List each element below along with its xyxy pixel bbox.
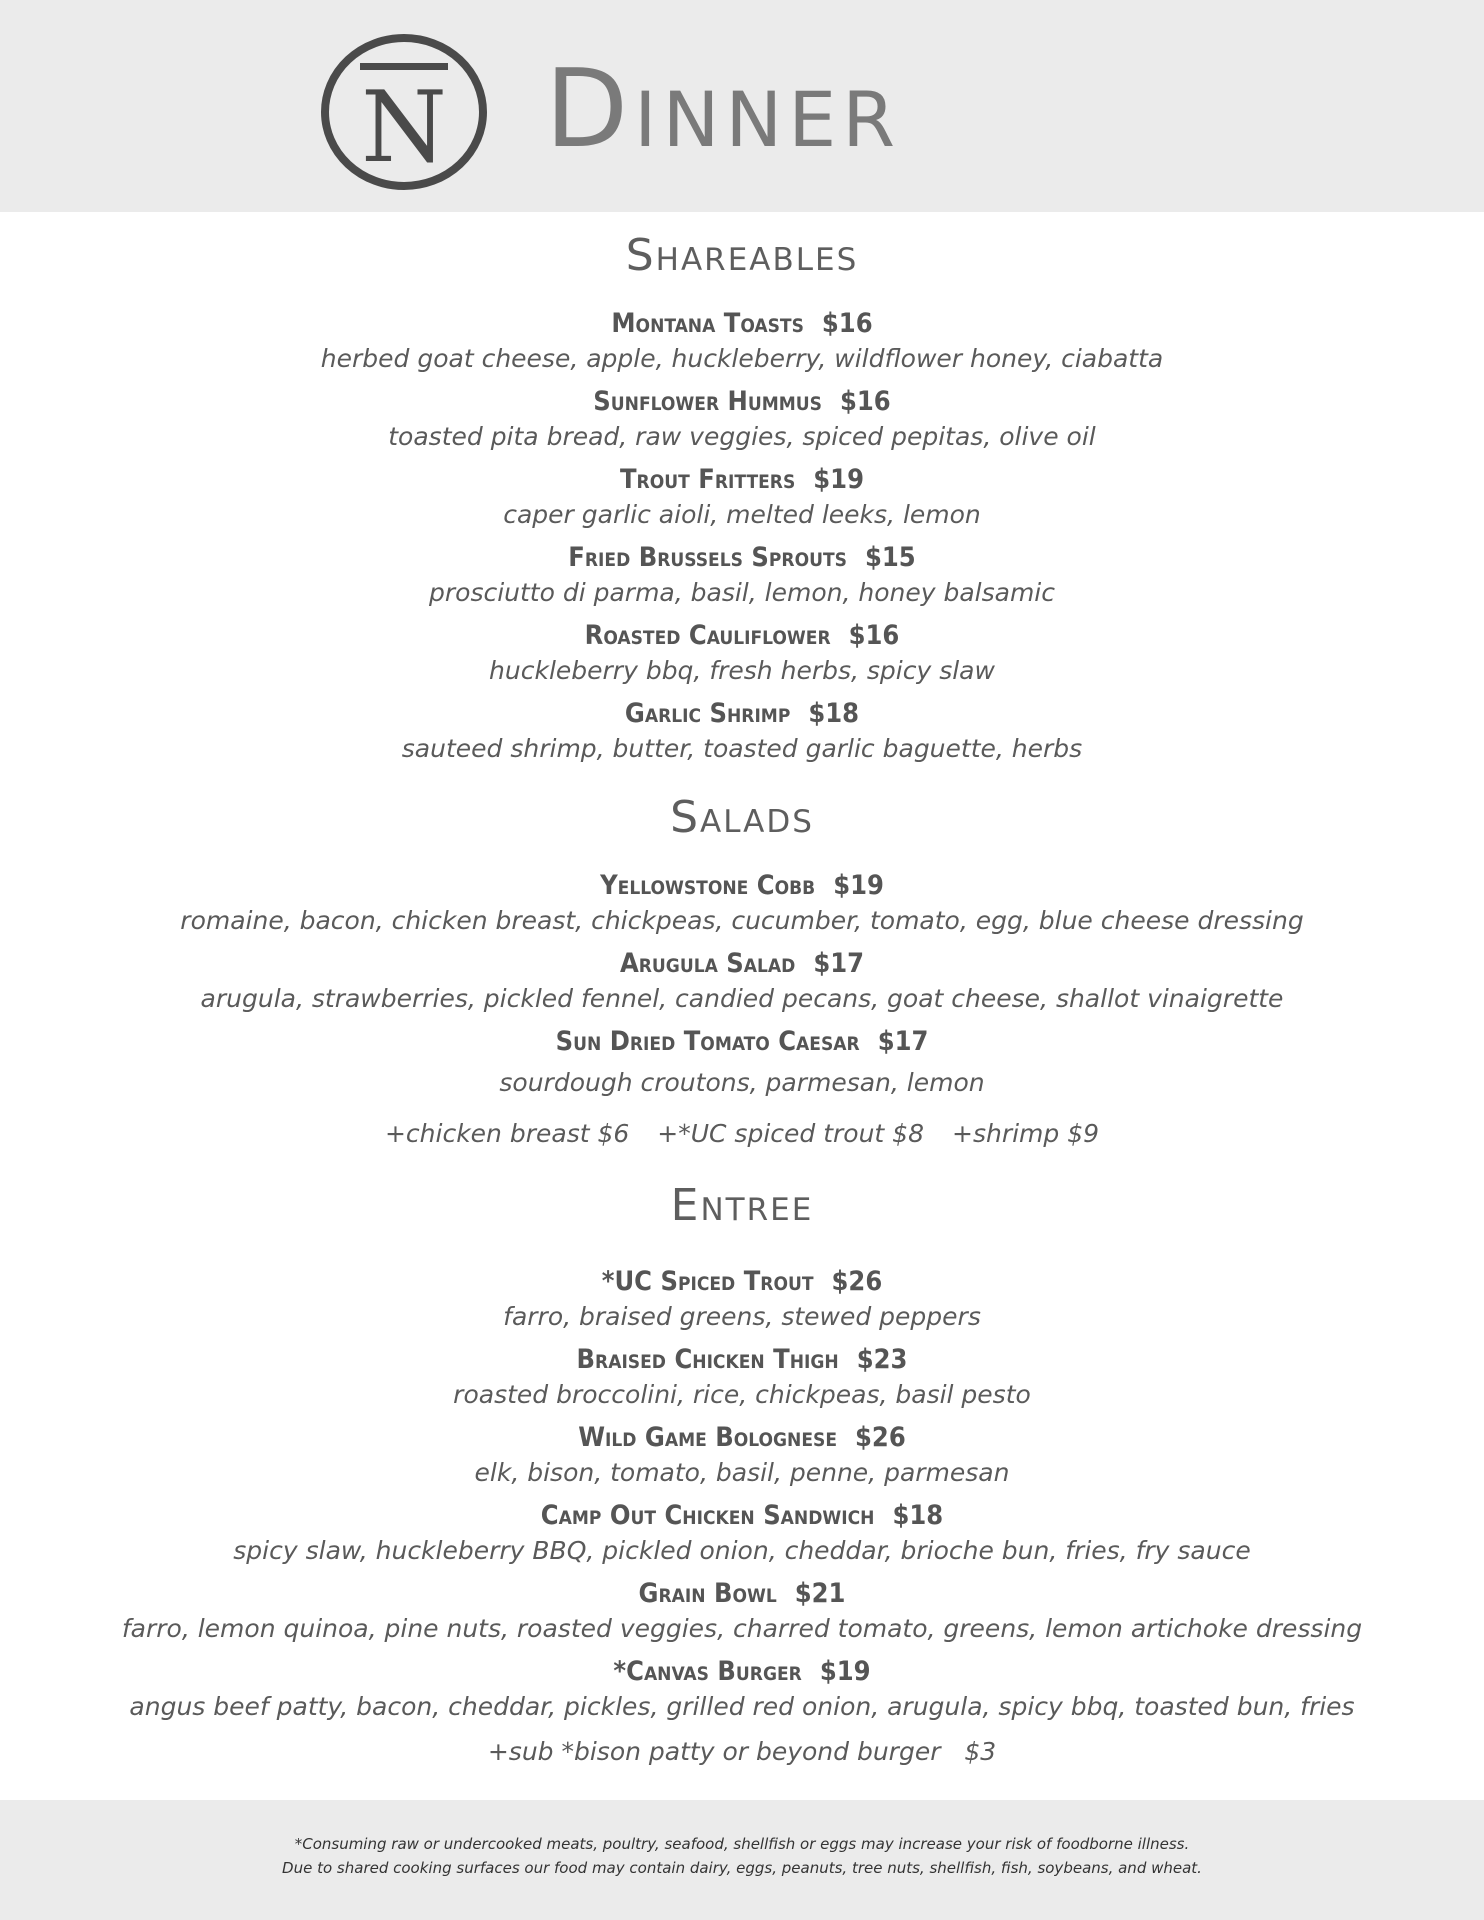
item-price: $23 — [856, 1344, 908, 1375]
item-price: $16 — [839, 386, 891, 417]
menu-item — [0, 1654, 1484, 1724]
item-name: Grain Bowl — [638, 1578, 777, 1609]
item-description: huckleberry bbq, fresh herbs, spicy slaw — [489, 656, 995, 685]
menu-item — [0, 384, 1484, 454]
menu-item — [0, 696, 1484, 766]
item-description: spicy slaw, huckleberry BBQ, pickled onion, cheddar, brioche bun, fries, fry sauce — [233, 1536, 1251, 1565]
header-band — [0, 0, 1484, 212]
menu-item — [0, 540, 1484, 610]
item-price: $19 — [833, 870, 884, 901]
item-description: sauteed shrimp, butter, toasted garlic baguette, herbs — [401, 734, 1083, 763]
menu-item — [0, 1576, 1484, 1646]
menu-item — [0, 618, 1484, 688]
item-description: caper garlic aioli, melted leeks, lemon — [503, 500, 981, 529]
item-name: Sun Dried Tomato Caesar — [555, 1026, 860, 1057]
item-description: farro, lemon quinoa, pine nuts, roasted veggies, charred tomato, greens, lemon artichoke dressing — [121, 1614, 1363, 1643]
menu-content — [0, 212, 1484, 1770]
item-description: toasted pita bread, raw veggies, spiced pepitas, olive oil — [388, 422, 1096, 451]
item-description: angus beef patty, bacon, cheddar, pickles, grilled red onion, arugula, spicy bbq, toasted bun, fries — [129, 1692, 1355, 1721]
item-price: $18 — [808, 698, 860, 729]
page-title: Dinner — [545, 47, 902, 172]
item-name: Sunflower Hummus — [593, 386, 822, 417]
item-price: $15 — [864, 542, 916, 573]
item-price: $17 — [877, 1026, 929, 1057]
item-description: prosciutto di parma, basil, lemon, honey balsamic — [429, 578, 1055, 607]
menu-item — [0, 1024, 1484, 1100]
item-price: $16 — [821, 308, 873, 339]
salad-addons — [0, 1116, 1484, 1152]
menu-item — [0, 462, 1484, 532]
footer-band — [0, 1800, 1484, 1920]
allergy-notice-line: Due to shared cooking surfaces our food may contain dairy, eggs, peanuts, tree nuts, shellfish, fish, soybeans, and wheat. — [282, 1859, 1202, 1877]
item-name: Garlic Shrimp — [624, 698, 791, 729]
item-description: roasted broccolini, rice, chickpeas, basil pesto — [453, 1380, 1031, 1409]
addon-option: +*UC spiced trout $8 — [657, 1119, 924, 1148]
addon-option: +chicken breast $6 — [384, 1119, 630, 1148]
addon-option: +shrimp $9 — [952, 1119, 1100, 1148]
section-title-salads: Salads — [670, 792, 814, 843]
item-name: Montana Toasts — [611, 308, 804, 339]
item-description: elk, bison, tomato, basil, penne, parmesan — [474, 1458, 1010, 1487]
menu-item — [0, 1342, 1484, 1412]
item-price: $19 — [813, 464, 864, 495]
item-description: herbed goat cheese, apple, huckleberry, wildflower honey, ciabatta — [320, 344, 1164, 373]
item-price: $21 — [794, 1578, 846, 1609]
item-name: Fried Brussels Sprouts — [568, 542, 847, 573]
item-price: $16 — [848, 620, 900, 651]
item-description: farro, braised greens, stewed peppers — [503, 1302, 981, 1331]
item-price: $18 — [892, 1500, 944, 1531]
item-price: $26 — [855, 1422, 906, 1453]
menu-item — [0, 1420, 1484, 1490]
item-description: arugula, strawberries, pickled fennel, candied pecans, goat cheese, shallot vinaigrette — [200, 984, 1284, 1013]
section-title-entree: Entree — [670, 1180, 814, 1231]
item-name: Arugula Salad — [619, 948, 796, 979]
menu-item — [0, 1498, 1484, 1568]
item-name: Braised Chicken Thigh — [576, 1344, 839, 1375]
menu-item — [0, 306, 1484, 376]
burger-addon: +sub *bison patty or beyond burger $3 — [487, 1737, 997, 1766]
logo-letter: N — [361, 71, 447, 185]
item-name: Yellowstone Cobb — [600, 870, 816, 901]
item-name: Wild Game Bolognese — [578, 1422, 838, 1453]
menu-item — [0, 1264, 1484, 1334]
item-name: Roasted Cauliflower — [584, 620, 831, 651]
section-title-shareables: Shareables — [625, 230, 859, 281]
item-name: *UC Spiced Trout — [601, 1266, 814, 1297]
item-description: sourdough croutons, parmesan, lemon — [499, 1068, 985, 1097]
item-name: Camp Out Chicken Sandwich — [540, 1500, 875, 1531]
item-price: $26 — [831, 1266, 883, 1297]
item-name: Trout Fritters — [619, 464, 796, 495]
allergy-notice-line: *Consuming raw or undercooked meats, poultry, seafood, shellfish or eggs may increase your risk of foodborne illness. — [294, 1835, 1190, 1853]
menu-item — [0, 946, 1484, 1016]
logo-n-icon — [320, 33, 488, 191]
item-price: $17 — [813, 948, 865, 979]
menu-item — [0, 868, 1484, 938]
item-description: romaine, bacon, chicken breast, chickpeas, cucumber, tomato, egg, blue cheese dressing — [180, 906, 1304, 935]
item-name: *Canvas Burger — [613, 1656, 802, 1687]
item-price: $19 — [819, 1656, 871, 1687]
